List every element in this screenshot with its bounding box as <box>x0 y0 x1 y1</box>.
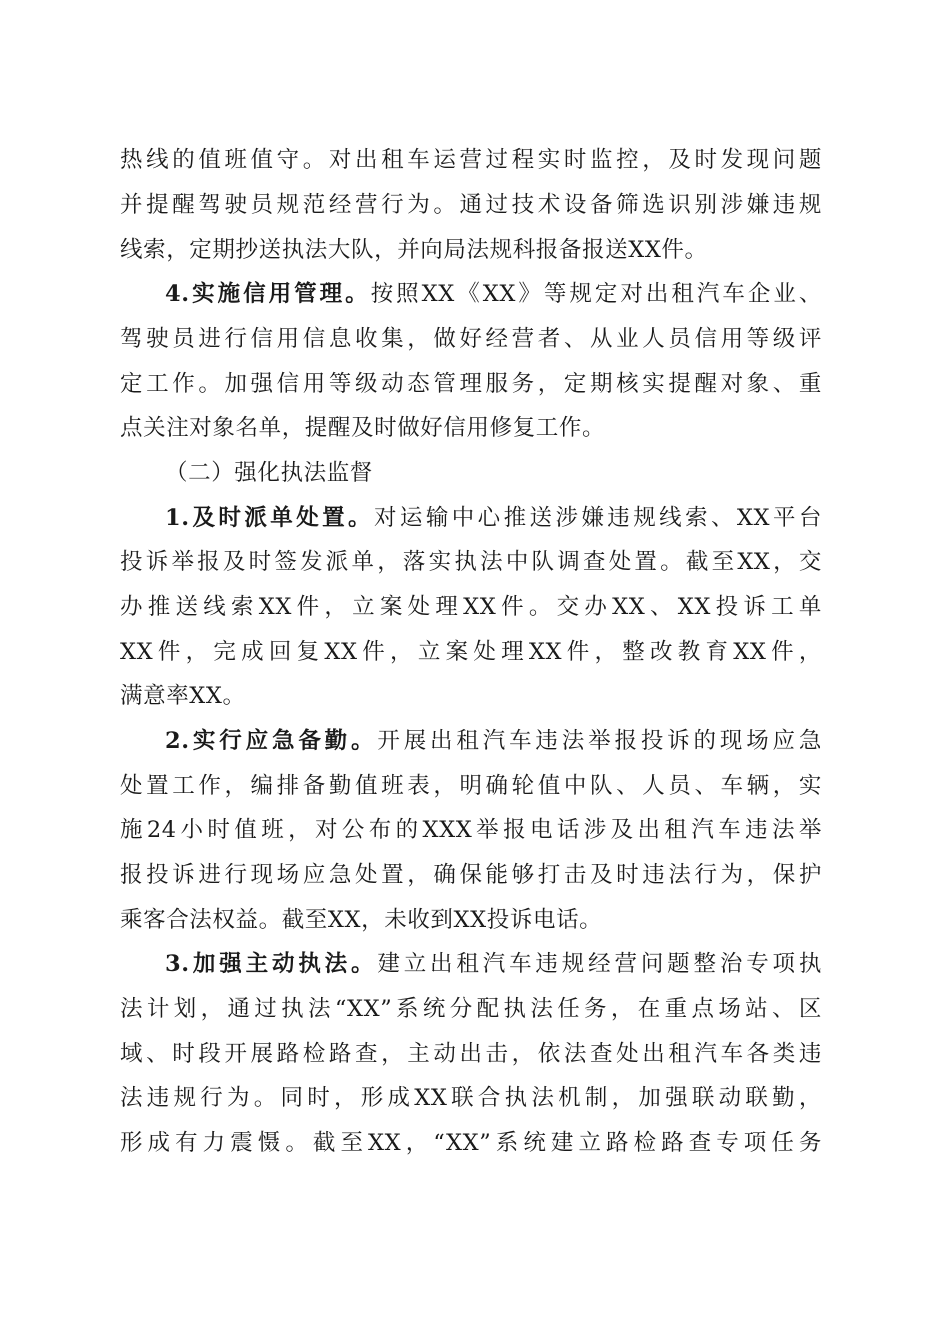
text-line: 满意率XX。 <box>120 683 246 709</box>
text-line: 并提醒驾驶员规范经营行为。通过技术设备筛选识别涉嫌违规 <box>120 192 822 218</box>
text-line: 报投诉进行现场应急处置，确保能够打击及时违法行为，保护 <box>120 862 822 888</box>
section-heading: （二）强化执法监督 <box>165 460 373 486</box>
paragraph-heading: 1.及时派单处置。 <box>165 505 374 531</box>
text-line: 施24小时值班，对公布的XXX举报电话涉及出租汽车违法举 <box>120 817 822 843</box>
paragraph-heading: 2.实行应急备勤。 <box>165 728 378 754</box>
text-line: 法计划，通过执法“XX”系统分配执法任务，在重点场站、区 <box>120 996 822 1022</box>
paragraph-first-line: 4.实施信用管理。按照XX《XX》等规定对出租汽车企业、 <box>165 281 822 307</box>
text-line: XX件，完成回复XX件，立案处理XX件，整改教育XX件， <box>120 639 822 665</box>
paragraph-first-line: 1.及时派单处置。对运输中心推送涉嫌违规线索、XX平台 <box>165 505 822 531</box>
paragraph-heading: 3.加强主动执法。 <box>165 951 378 977</box>
text-line: 定工作。加强信用等级动态管理服务，定期核实提醒对象、重 <box>120 371 822 397</box>
paragraph-heading: 4.实施信用管理。 <box>165 281 371 307</box>
paragraph-first-line: 2.实行应急备勤。开展出租汽车违法举报投诉的现场应急 <box>165 728 822 754</box>
paragraph-first-line: 3.加强主动执法。建立出租汽车违规经营问题整治专项执 <box>165 951 822 977</box>
text-line: 点关注对象名单，提醒及时做好信用修复工作。 <box>120 415 606 441</box>
text-line: 线索，定期抄送执法大队，并向局法规科报备报送XX件。 <box>120 237 708 263</box>
text-line: 域、时段开展路检路查，主动出击，依法查处出租汽车各类违 <box>120 1041 822 1067</box>
text-line: 处置工作，编排备勤值班表，明确轮值中队、人员、车辆，实 <box>120 773 822 799</box>
text-line: 乘客合法权益。截至XX，未收到XX投诉电话。 <box>120 907 603 933</box>
text-line: 驾驶员进行信用信息收集，做好经营者、从业人员信用等级评 <box>120 326 822 352</box>
text-line: 办推送线索XX件，立案处理XX件。交办XX、XX投诉工单 <box>120 594 822 620</box>
text-line: 投诉举报及时签发派单，落实执法中队调查处置。截至XX，交 <box>120 549 822 575</box>
text-line: 形成有力震慑。截至XX，“XX”系统建立路检路查专项任务 <box>120 1130 822 1156</box>
text-line: 热线的值班值守。对出租车运营过程实时监控，及时发现问题 <box>120 147 822 173</box>
text-line: 法违规行为。同时，形成XX联合执法机制，加强联动联勤， <box>120 1085 822 1111</box>
